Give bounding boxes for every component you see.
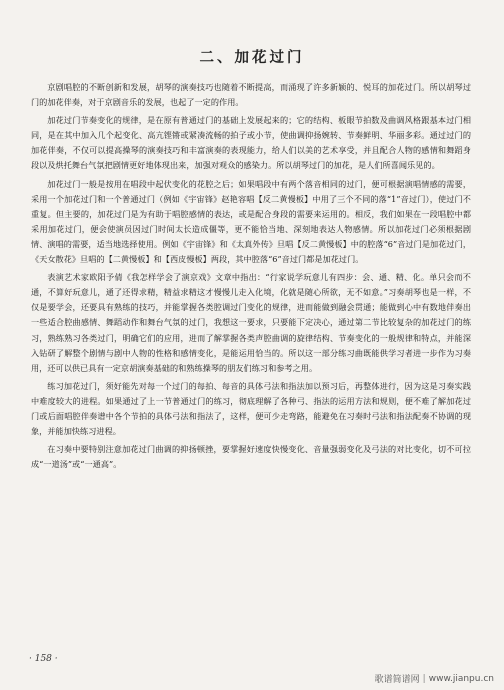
- section-title: 二、加花过门: [199, 49, 305, 66]
- paragraph-2: 加花过门节奏变化的规律，是在原有普通过门的基础上发展起来的；它的结构、板眼节拍数及曲调风格跟基本过门相同，是在其中加入几个起变化、高亢铿锵或紧凑流畅的拍子或小节，使曲调抑扬婉转、节奏鲜明、华丽多彩。通过过门的加花伴奏，不仅可以提高操琴的演奏技巧和丰富演奏的表现能力，给人们以美的艺术享受，并且配合人物的感情和舞蹈身段以及烘托舞台气氛把剧情更好地体现出来，加强对观众的感染力。所以胡琴过门的加花，是人们所喜闻乐见的。: [31, 115, 471, 171]
- paragraph-6: 在习奏中要特别注意加花过门曲调的抑扬顿挫，要掌握好速度快慢变化、音量强弱变化及弓法的对比变化，切不可拉成“一道汤”或“一通高”。: [31, 444, 471, 470]
- paragraph-4: 表演艺术家欧阳予倩《我怎样学会了演京戏》文章中指出：“行家说学玩意儿有四步：会、通、精、化。单只会而不通，不算好玩意儿，通了还得求精，精益求精这才慢慢儿走入化境，化就是随心所欲，无不如意。”习奏胡琴也是一样，不仅是要学会，还要具有熟练的技巧，并能掌握各类腔调过门变化的规律，进而能做到融会贯通；能做到心中有数地伴奏出一些适合腔曲感情、舞蹈动作和舞台气氛的过门，我想这一要求，只要能下定决心，通过第二节比较复杂的加花过门的练习，熟练熟习各类过门，明确它们的应用，进而了解掌握各类声腔曲调的旋律结构、节奏变化的一般规律和特点，并能深入钻研了解整个剧情与剧中人物的性格和感情变化，是能运用恰当的。所以这一部分练习曲既能供学习者进一步作为习奏用，还可以供已具有一定京胡演奏基础的和熟练操琴的朋友们练习和参考之用。: [31, 272, 471, 373]
- site-watermark: [375, 672, 494, 685]
- paragraph-1: 京剧唱腔的不断创新和发展，胡琴的演奏技巧也随着不断提高，而涌现了许多新颖的、悦耳的加花过门。所以胡琴过门的加花伴奏，对于京剧音乐的发展，也起了一定的作用。: [31, 82, 471, 108]
- watermark-site-name: 歌谱简谱网: [374, 675, 420, 685]
- paragraph-5: 练习加花过门，须好能先对每一个过门的每拍、每音的具体弓法和指法加以预习后，再整体进行，因为这是习奏实践中难度较大的进程。如果通过了上一节普通过门的练习，彻底理解了各种弓、指法的运用方法和规则，便不难了解加花过门或后面唱腔伴奏谱中各个节拍的具体弓法和指法了，这样，便可少走弯路，能避免在习奏时弓法和指法配奏不协调的现象，并能加快练习进程。: [31, 380, 471, 437]
- watermark-url: www.jianpu.cn: [428, 673, 494, 684]
- page-number: · 158 ·: [29, 654, 58, 664]
- watermark-separator: |: [422, 673, 426, 684]
- body-text: [31, 80, 471, 472]
- paragraph-3: 加花过门一般是按用在唱段中起伏变化的花腔之后；如果唱段中有两个落音相同的过门，便可根据演唱情感的需要，采用一个加花过门和一个普通过门（例如《宇宙锋》赵艳容唱【反二黄慢板】中用了三个不同的落“1”音过门），使过门不重复。但主要的，加花过门是为有助于唱腔感情的表达，或是配合身段的需要来运用的。相反，我们如果在一段唱腔中都采用加花过门，便会使演员因过门时间太长造成僵等，更不能恰当地、深刻地表达人物感情。所以加花过门必须根据剧情、演唱的需要，适当地选择使用。例如《宇宙锋》和《太真外传》旦唱【反二黄慢板】中的腔落“6”音过门是加花过门，《天女散花》旦唱的【二黄慢板】和【西皮慢板】两段，其中腔落“6”音过门都是加花过门。: [31, 178, 471, 265]
